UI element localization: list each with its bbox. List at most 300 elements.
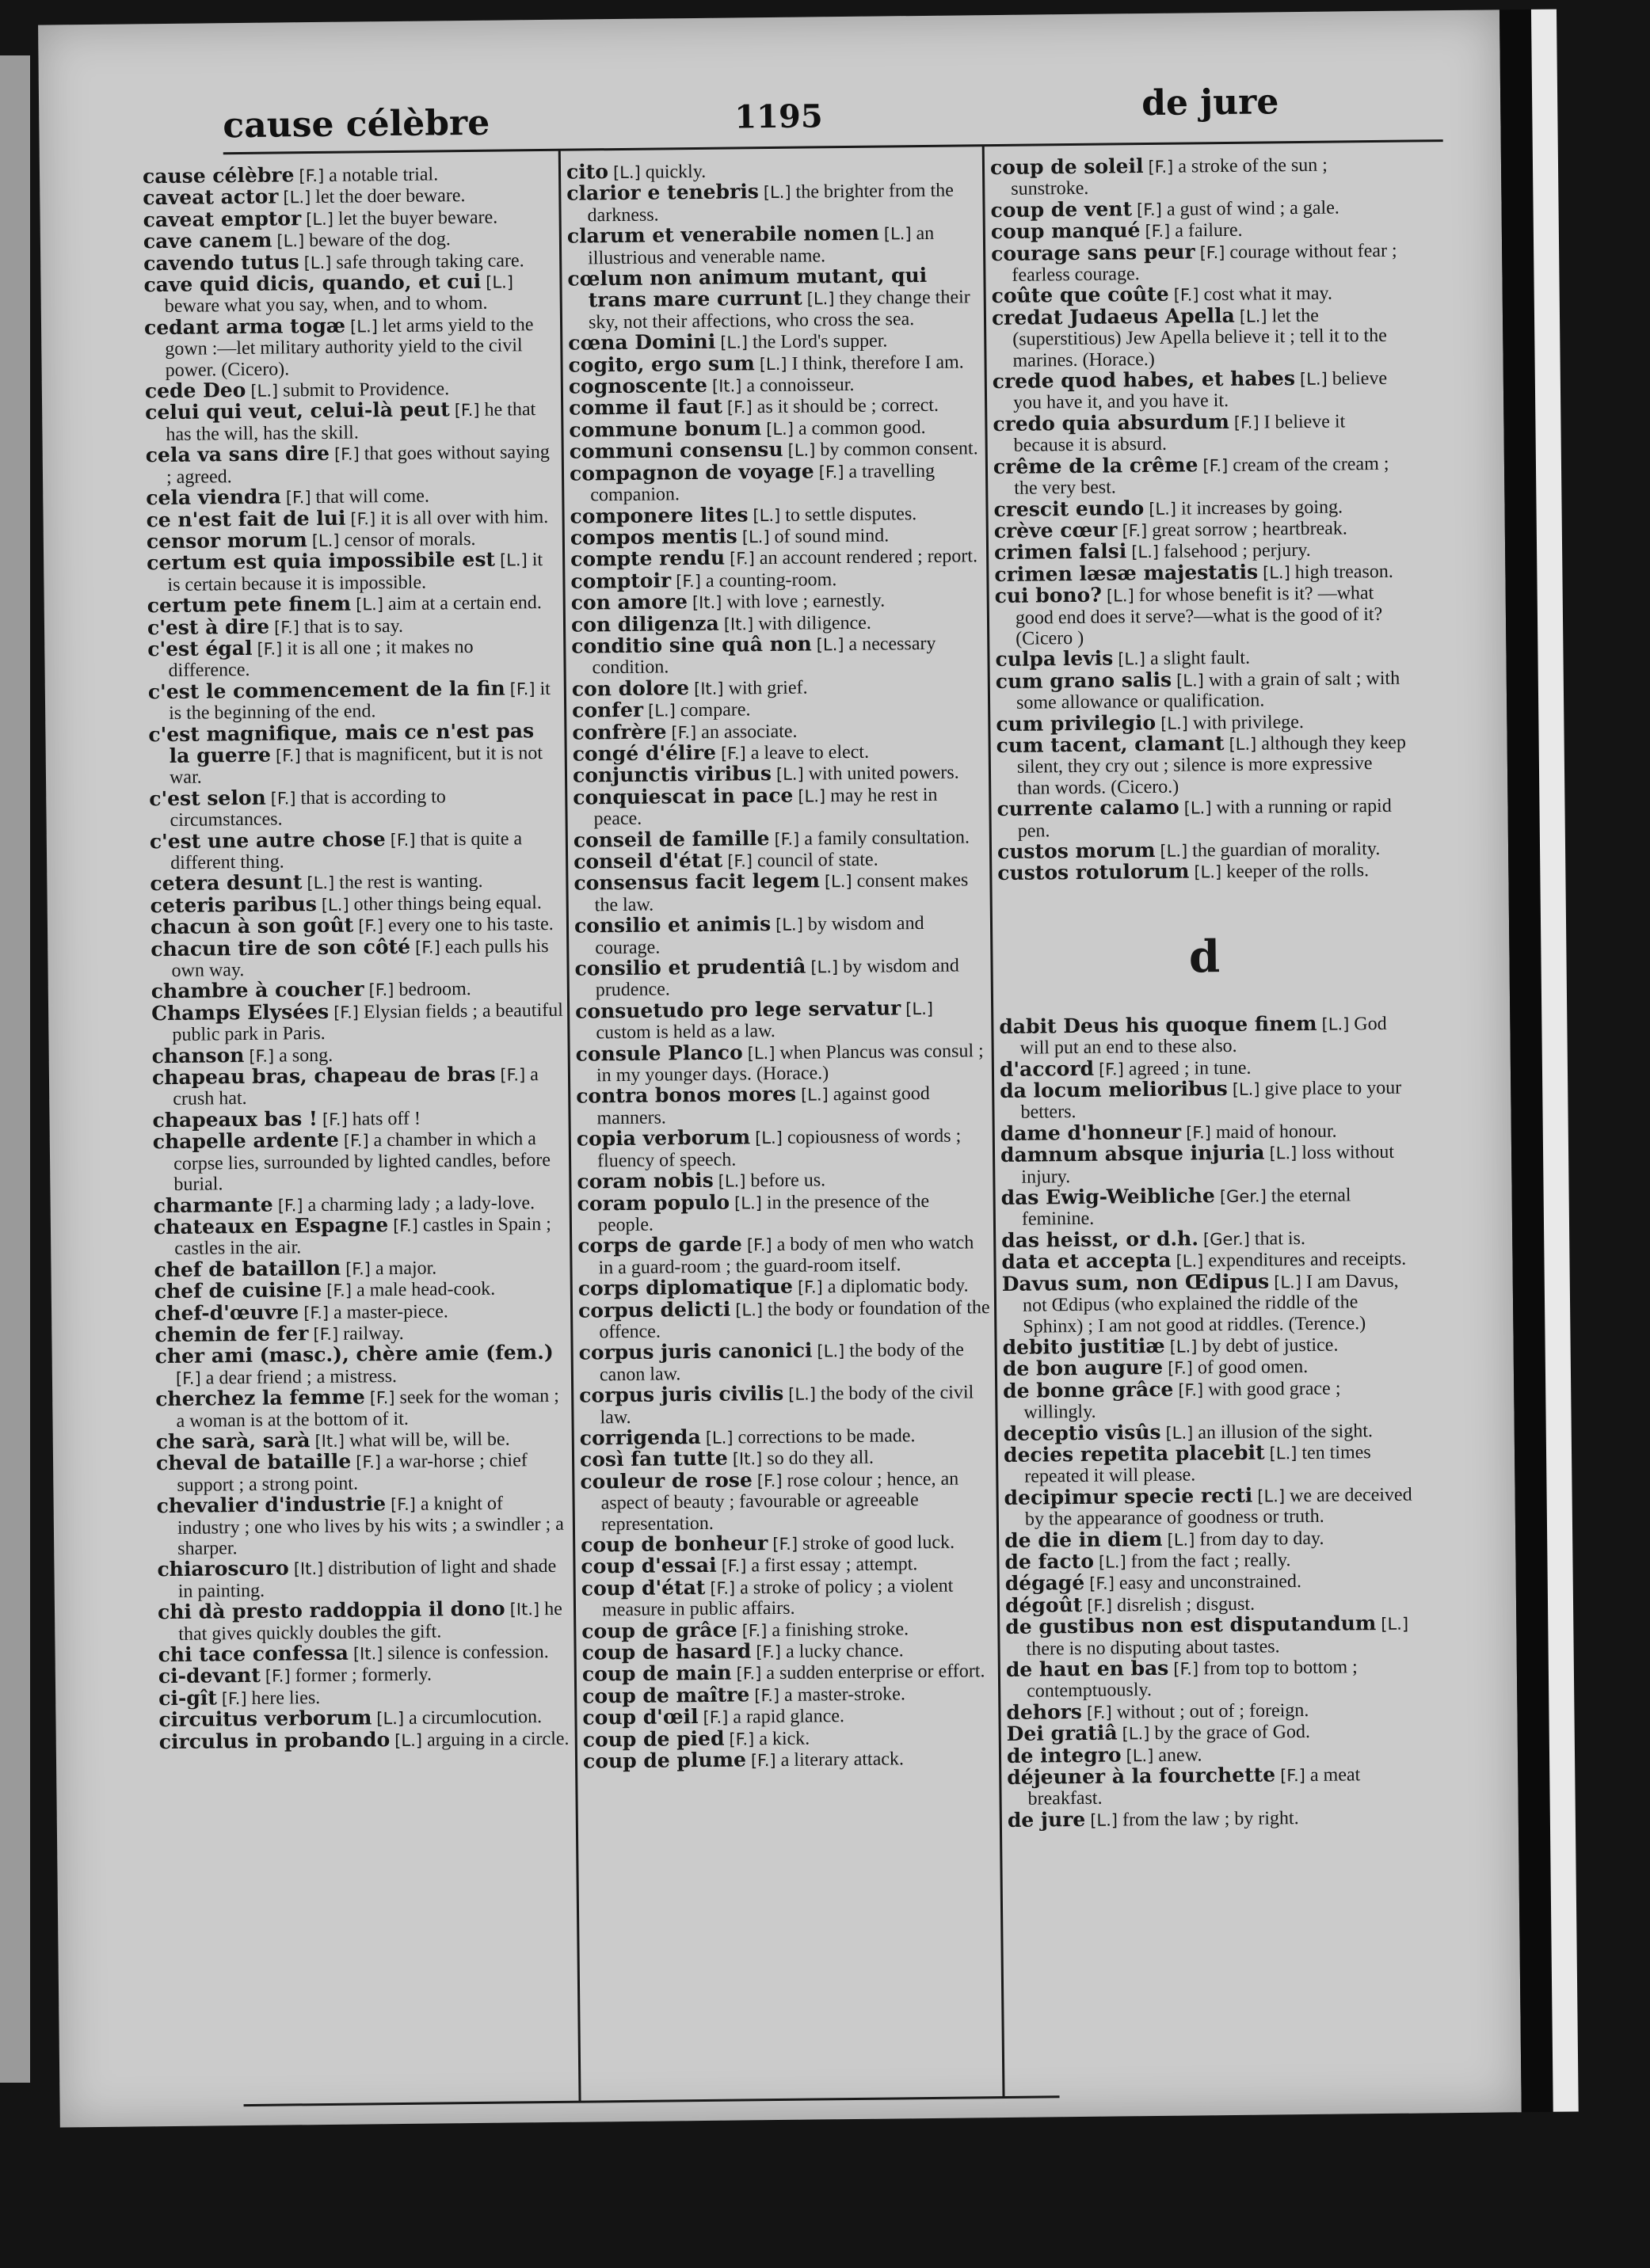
language-tag: [L.]: [321, 895, 349, 915]
definition: a song.: [279, 1045, 333, 1067]
language-tag: [L.]: [1257, 1486, 1286, 1506]
language-tag: [F.]: [1168, 1358, 1194, 1379]
language-tag: [F.]: [345, 1259, 372, 1279]
definition: as it should be ; correct.: [756, 395, 939, 418]
definition: from day to day.: [1199, 1528, 1324, 1550]
language-tag: [F.]: [273, 617, 300, 637]
headword: coup d'état: [581, 1575, 706, 1600]
definition: believe you have it, and you have it.: [1012, 367, 1388, 414]
headword: comme il faut: [569, 395, 723, 420]
definition: former ; formerly.: [295, 1665, 433, 1687]
dictionary-entry: [577, 1231, 990, 1278]
definition: an associate.: [701, 721, 798, 743]
language-tag: [F.]: [1136, 200, 1162, 219]
headword: comptoir: [570, 569, 672, 593]
language-tag: [F.]: [703, 1707, 729, 1728]
headword: corrigenda: [579, 1425, 701, 1450]
dictionary-entry: [155, 1342, 568, 1389]
language-tag: [F.]: [1089, 1574, 1115, 1594]
dictionary-entry: [148, 678, 561, 725]
dictionary-entry: [991, 239, 1404, 286]
dictionary-entry: [143, 271, 556, 318]
definition: a stroke of policy ; a violent measure in public affairs.: [601, 1575, 954, 1621]
headword: chanson: [151, 1043, 245, 1067]
definition: I think, therefore I am.: [791, 352, 964, 375]
language-tag: [F.]: [343, 1131, 369, 1151]
headword: cave quid dicis, quando, et cui: [143, 269, 482, 297]
language-tag: [F.]: [1202, 455, 1229, 475]
dictionary-entry: [144, 314, 557, 382]
definition: a circumlocution.: [408, 1707, 543, 1730]
dictionary-entry: [1006, 1656, 1419, 1703]
language-tag: [L.]: [1262, 562, 1290, 583]
headword: couleur de rose: [580, 1468, 753, 1494]
headword: così fan tutte: [579, 1447, 728, 1471]
dictionary-entry: [146, 505, 558, 531]
dictionary-entry: [149, 785, 562, 831]
language-tag: [L.]: [394, 1730, 423, 1750]
language-tag: [F.]: [1185, 1123, 1212, 1143]
headword: corpus delicti: [577, 1297, 731, 1322]
headword: chapeau bras, chapeau de bras: [151, 1062, 496, 1090]
language-tag: [L.]: [1269, 1144, 1298, 1163]
definition: distribution of light and shade in painting.: [177, 1556, 557, 1602]
language-tag: [L.]: [718, 1171, 746, 1191]
definition: he that gives quickly doubles the gift.: [178, 1599, 562, 1645]
headword: de die in diem: [1004, 1527, 1163, 1552]
definition: an illusion of the sight.: [1198, 1420, 1374, 1443]
language-tag: [L.]: [356, 595, 384, 615]
dictionary-entry: [153, 1128, 566, 1196]
dictionary-entry: [581, 1574, 994, 1621]
headword: coup de soleil: [989, 154, 1144, 180]
headword: Davus sum, non Œdipus: [1001, 1269, 1270, 1296]
language-tag: [L.]: [311, 531, 340, 550]
headword: crève cœur: [993, 518, 1118, 542]
headword: chi dà presto raddoppia il dono: [157, 1596, 505, 1624]
headword: corpus juris civilis: [579, 1382, 784, 1407]
column-1: [143, 162, 571, 1753]
headword: coûte que coûte: [991, 283, 1169, 308]
dictionary-entry: [151, 934, 563, 981]
language-tag: [F.]: [257, 639, 283, 659]
headword: consilio et animis: [573, 912, 772, 938]
definition: maid of honour.: [1215, 1121, 1337, 1144]
language-tag: [It.]: [711, 376, 742, 396]
language-tag: [L.]: [1176, 1251, 1204, 1271]
language-tag: [F.]: [756, 1471, 783, 1491]
definition: silence is confession.: [387, 1642, 549, 1665]
definition: loss without injury.: [1021, 1142, 1395, 1188]
dictionary-entry: [568, 351, 980, 377]
language-tag: [L.]: [883, 224, 912, 244]
headword: credat Judaeus Apella: [991, 303, 1235, 329]
language-tag: [F.]: [1280, 1766, 1306, 1786]
headword: das Ewig-Weibliche: [1000, 1184, 1216, 1210]
definition: the guardian of morality.: [1192, 838, 1381, 862]
definition: of good omen.: [1197, 1357, 1309, 1379]
language-tag: [L.]: [747, 1043, 775, 1064]
dictionary-entry: [143, 206, 555, 232]
language-tag: [F.]: [356, 1452, 382, 1472]
headword: cui bono?: [994, 583, 1103, 608]
language-tag: [L.]: [1232, 1079, 1260, 1099]
language-tag: [F.]: [333, 1003, 360, 1022]
language-tag: [L.]: [250, 381, 279, 401]
definition: falsehood ; perjury.: [1163, 540, 1311, 563]
definition: the eternal feminine.: [1021, 1185, 1351, 1231]
headword: cognoscente: [568, 373, 708, 398]
language-tag: [It.]: [293, 1559, 324, 1579]
definition: we are deceived by the appearance of goodness or truth.: [1024, 1484, 1412, 1530]
language-tag: [L.]: [486, 272, 514, 292]
headword: consilio et prudentiâ: [574, 954, 806, 980]
language-tag: [L.]: [1160, 841, 1188, 861]
headword: chef de cuisine: [154, 1278, 322, 1303]
language-tag: [L.]: [1165, 1423, 1194, 1443]
headword: coram populo: [577, 1190, 730, 1216]
definition: let the (superstitious) Jew Apella believe it ; tell it to the marines. (Horace.): [1012, 305, 1387, 371]
definition: that is magnificent, but it is not war.: [169, 743, 543, 789]
definition: every one to his taste.: [387, 914, 554, 937]
headword: cum privilegio: [996, 710, 1157, 736]
definition: before us.: [750, 1170, 826, 1192]
definition: of sound mind.: [774, 525, 890, 547]
headword: cogito, ergo sum: [568, 351, 755, 377]
definition: a slight fault.: [1149, 648, 1251, 670]
dictionary-entry: [157, 1555, 570, 1602]
page-number: 1195: [734, 97, 823, 136]
language-tag: [L.]: [1118, 649, 1146, 669]
headword: confrère: [572, 719, 667, 744]
definition: stroke of good luck.: [802, 1532, 955, 1554]
headword: cœna Domini: [568, 329, 716, 355]
headword: corps diplomatique: [577, 1274, 794, 1300]
definition: corrections to be made.: [737, 1425, 916, 1448]
language-tag: [F.]: [754, 1685, 780, 1706]
definition: a gust of wind ; a gale.: [1166, 197, 1339, 220]
section-letter: d: [1188, 930, 1221, 984]
definition: with a grain of salt ; with some allowance or qualification.: [1016, 668, 1400, 714]
language-tag: [F.]: [275, 746, 301, 766]
headword: chemin de fer: [154, 1322, 309, 1347]
language-tag: [L.]: [817, 1341, 845, 1361]
definition: I am Davus, not Œdipus (who explained the riddle of the Sphinx) ; I am not good at riddles. (Terence.): [1022, 1270, 1399, 1338]
definition: a lucky chance.: [785, 1640, 904, 1662]
language-tag: [F.]: [1233, 413, 1259, 432]
language-tag: [F.]: [774, 829, 800, 849]
headword: chambre à coucher: [151, 977, 364, 1003]
headword: charmante: [153, 1193, 273, 1217]
definition: a family consultation.: [804, 826, 970, 850]
dictionary-entry: [999, 1012, 1412, 1059]
headword: chef de bataillon: [154, 1256, 341, 1281]
dictionary-entry: [574, 954, 987, 1001]
headword: d'accord: [999, 1056, 1095, 1081]
definition: other things being equal.: [353, 892, 542, 915]
headword: cave canem: [143, 228, 272, 253]
language-tag: [F.]: [221, 1688, 247, 1709]
definition: council of state.: [756, 849, 878, 872]
definition: an account rendered ; report.: [759, 546, 978, 569]
language-tag: [F.]: [270, 789, 296, 809]
headword: c'est une autre chose: [149, 827, 386, 853]
headword: clarior e tenebris: [566, 180, 759, 206]
dictionary-entry: [576, 1083, 989, 1129]
headword: damnum absque injuria: [1000, 1140, 1265, 1167]
definition: against good manners.: [596, 1083, 930, 1129]
headword: coup de plume: [582, 1748, 747, 1773]
language-tag: [F.]: [326, 1281, 352, 1301]
language-tag: [F.]: [729, 1729, 755, 1749]
headword: ci-gît: [158, 1686, 217, 1711]
language-tag: [F.]: [390, 830, 416, 850]
facing-page-edge: [0, 55, 30, 2083]
dictionary-entry: [582, 1661, 994, 1687]
dictionary-entry: [583, 1747, 995, 1773]
headword: corps de garde: [577, 1232, 743, 1258]
headword: cum grano salis: [995, 668, 1172, 693]
headword: ce n'est fait de lui: [146, 506, 346, 531]
language-tag: [F.]: [249, 1046, 275, 1066]
definition: when Plancus was consul ; in my younger days. (Horace.): [596, 1040, 984, 1086]
headword: cause célèbre: [142, 163, 295, 188]
language-tag: [F.]: [710, 1578, 736, 1598]
headword: cum tacent, clamant: [996, 731, 1225, 758]
definition: for whose benefit is it? —what good end does it serve?—what is the good of it? (Cicero ): [1015, 583, 1383, 649]
headword: communi consensu: [569, 438, 783, 463]
language-tag: [F.]: [454, 401, 480, 420]
dictionary-entry: [573, 783, 985, 830]
headword: custos rotulorum: [997, 859, 1190, 885]
definition: anew.: [1158, 1745, 1202, 1766]
running-head-left: cause célèbre: [223, 102, 490, 147]
definition: there is no disputing about tastes.: [1026, 1635, 1280, 1660]
language-tag: [F.]: [720, 744, 746, 763]
language-tag: [L.]: [1160, 714, 1189, 733]
definition: by the grace of God.: [1154, 1722, 1311, 1745]
language-tag: [L.]: [816, 634, 844, 655]
headword: crede quod habes, et habes: [992, 367, 1296, 394]
language-tag: [F.]: [721, 1556, 747, 1577]
headword: consensus facit legem: [573, 869, 821, 896]
definition: it is all over with him.: [380, 506, 549, 529]
language-tag: [Ger.]: [1219, 1186, 1267, 1207]
dictionary-entry: [147, 635, 560, 682]
headword: credo quia absurdum: [993, 409, 1229, 436]
dictionary-entry: [575, 997, 988, 1044]
definition: beware of the dog.: [309, 229, 451, 252]
headword: caveat emptor: [143, 207, 302, 232]
language-tag: [F.]: [369, 1388, 395, 1408]
definition: with good grace ; willingly.: [1023, 1378, 1341, 1423]
dictionary-entry: [155, 1385, 568, 1432]
language-tag: [F.]: [676, 571, 702, 591]
language-tag: [L.]: [734, 1193, 762, 1213]
definition: censor of morals.: [344, 528, 476, 551]
dictionary-entry: [573, 826, 985, 852]
definition: from top to bottom ; contemptuously.: [1027, 1657, 1358, 1703]
language-tag: [F.]: [1122, 520, 1148, 541]
definition: although they keep silent, they cry out ; silence is more expressive than words. (Cicero.): [1016, 732, 1407, 799]
headword: conjunctis viribus: [572, 762, 772, 788]
definition: with love ; earnestly.: [726, 590, 886, 613]
definition: without ; out of ; foreign.: [1116, 1699, 1309, 1723]
language-tag: [L.]: [1090, 1810, 1118, 1830]
headword: das heisst, or d.h.: [1001, 1227, 1199, 1252]
dictionary-entry: [148, 720, 561, 789]
dictionary-entry: [158, 1598, 570, 1645]
headword: chef-d'œuvre: [154, 1300, 299, 1325]
definition: ten times repeated it will please.: [1024, 1442, 1371, 1488]
headword: coup de main: [581, 1661, 732, 1687]
headword: currente calamo: [996, 795, 1179, 821]
headword: c'est à dire: [147, 615, 270, 639]
language-tag: [L.]: [775, 915, 803, 935]
definition: that is according to circumstances.: [170, 786, 446, 831]
definition: an illustrious and venerable name.: [588, 223, 935, 269]
language-tag: [L.]: [303, 253, 332, 272]
language-tag: [F.]: [1086, 1703, 1112, 1722]
language-tag: [L.]: [1176, 671, 1204, 691]
dictionary-entry: [566, 180, 979, 226]
dictionary-entry: [156, 1449, 569, 1496]
definition: that will come.: [315, 485, 430, 508]
dictionary-entry: [577, 1124, 989, 1171]
dictionary-entry: [1000, 1077, 1412, 1124]
language-tag: [L.]: [349, 317, 378, 337]
dictionary-entry: [992, 303, 1404, 371]
language-tag: [F.]: [299, 166, 325, 186]
language-tag: [L.]: [1183, 798, 1212, 818]
definition: it is certain because it is impossible.: [167, 550, 543, 596]
definition: hats off !: [352, 1108, 421, 1130]
language-tag: [L.]: [766, 419, 795, 439]
headword: confer: [572, 698, 644, 722]
headword: celui qui veut, celui-là peut: [145, 398, 450, 424]
language-tag: [F.]: [414, 938, 440, 957]
language-tag: [F.]: [818, 462, 844, 482]
language-tag: [F.]: [729, 549, 755, 569]
definition: a sudden enterprise or effort.: [766, 1661, 985, 1684]
definition: bedroom.: [398, 979, 471, 1001]
definition: courage without fear ; fearless courage.: [1012, 240, 1397, 286]
definition: compare.: [680, 699, 751, 721]
definition: beware what you say, when, and to whom.: [164, 293, 488, 318]
dictionary-entry: [571, 632, 984, 679]
headword: de facto: [1004, 1549, 1095, 1574]
language-tag: [L.]: [1269, 1444, 1298, 1463]
definition: a literary attack.: [780, 1749, 905, 1771]
definition: here lies.: [251, 1687, 321, 1709]
language-tag: [L.]: [499, 550, 528, 570]
language-tag: [L.]: [1167, 1530, 1195, 1550]
definition: a stroke of the sun ; sunstroke.: [1011, 154, 1328, 200]
dictionary-entry: [990, 154, 1403, 200]
definition: a finishing stroke.: [772, 1618, 909, 1641]
language-tag: [L.]: [1194, 862, 1222, 882]
definition: keeper of the rolls.: [1225, 860, 1370, 883]
language-tag: [F.]: [358, 916, 384, 936]
headword: conseil de famille: [573, 826, 770, 852]
language-tag: [F.]: [1145, 221, 1171, 242]
dictionary-entry: [993, 367, 1405, 414]
language-tag: [L.]: [612, 162, 641, 183]
headword: crême de la crême: [993, 453, 1198, 478]
language-tag: [L.]: [1299, 369, 1328, 390]
definition: a master-stroke.: [783, 1684, 906, 1706]
language-tag: [L.]: [283, 188, 311, 207]
dictionary-entry: [152, 1064, 565, 1110]
definition: a kick.: [759, 1728, 810, 1749]
definition: the brighter from the darkness.: [587, 180, 954, 226]
dictionary-entry: [567, 222, 980, 268]
definition: a connoisseur.: [746, 374, 855, 397]
headword: congé d'élire: [572, 740, 717, 766]
language-tag: [F.]: [277, 1195, 303, 1216]
definition: agreed ; in tune.: [1128, 1057, 1252, 1079]
language-tag: [F.]: [736, 1664, 762, 1684]
dictionary-entry: [146, 441, 558, 488]
language-tag: [F.]: [797, 1277, 823, 1297]
headword: de integro: [1006, 1743, 1122, 1768]
headword: componere lites: [570, 502, 749, 528]
headword: caveat actor: [143, 185, 279, 210]
definition: each pulls his own way.: [171, 935, 549, 981]
language-tag: [It.]: [693, 679, 724, 698]
headword: chateaux en Espagne: [153, 1213, 389, 1239]
definition: give place to your betters.: [1020, 1077, 1402, 1124]
dictionary-entry: [154, 1213, 566, 1260]
dictionary-entry: [570, 546, 982, 572]
language-tag: [F.]: [1173, 1659, 1199, 1679]
language-tag: [F.]: [1087, 1596, 1113, 1615]
definition: the body of the civil law.: [600, 1382, 974, 1428]
language-tag: [L.]: [376, 1709, 405, 1729]
definition: consent makes the law.: [594, 870, 969, 916]
dictionary-page: [38, 10, 1522, 2127]
headword: culpa levis: [995, 646, 1114, 672]
definition: arguing in a circle.: [426, 1728, 570, 1751]
headword: circulus in probando: [158, 1727, 391, 1753]
headword: cede Deo: [144, 379, 246, 403]
definition: by common consent.: [820, 438, 978, 461]
definition: cost what it may.: [1203, 284, 1333, 306]
headword: cedant arma togæ: [143, 314, 346, 340]
dictionary-entry: [996, 795, 1409, 842]
definition: in the presence of the people.: [597, 1190, 930, 1236]
language-tag: [F.]: [756, 1642, 782, 1662]
headword: consuetudo pro lege servatur: [574, 996, 901, 1023]
definition: that is.: [1254, 1227, 1306, 1250]
column-3: [990, 154, 1419, 1832]
dictionary-entry: [1003, 1376, 1416, 1423]
language-tag: [F.]: [746, 1235, 772, 1255]
language-tag: [F.]: [285, 488, 311, 508]
language-tag: [L.]: [1321, 1014, 1350, 1034]
headword: corpus juris canonici: [578, 1338, 813, 1364]
definition: with privilege.: [1192, 711, 1305, 734]
definition: a travelling companion.: [590, 460, 936, 506]
language-tag: [F.]: [509, 679, 535, 699]
definition: the body of the canon law.: [599, 1339, 965, 1386]
headword: de jure: [1007, 1807, 1086, 1832]
headword: custos morum: [996, 838, 1156, 864]
headword: decies repetita placebit: [1003, 1440, 1265, 1467]
language-tag: [L.]: [1239, 306, 1267, 326]
language-tag: [L.]: [763, 183, 791, 203]
language-tag: [L.]: [647, 701, 676, 721]
